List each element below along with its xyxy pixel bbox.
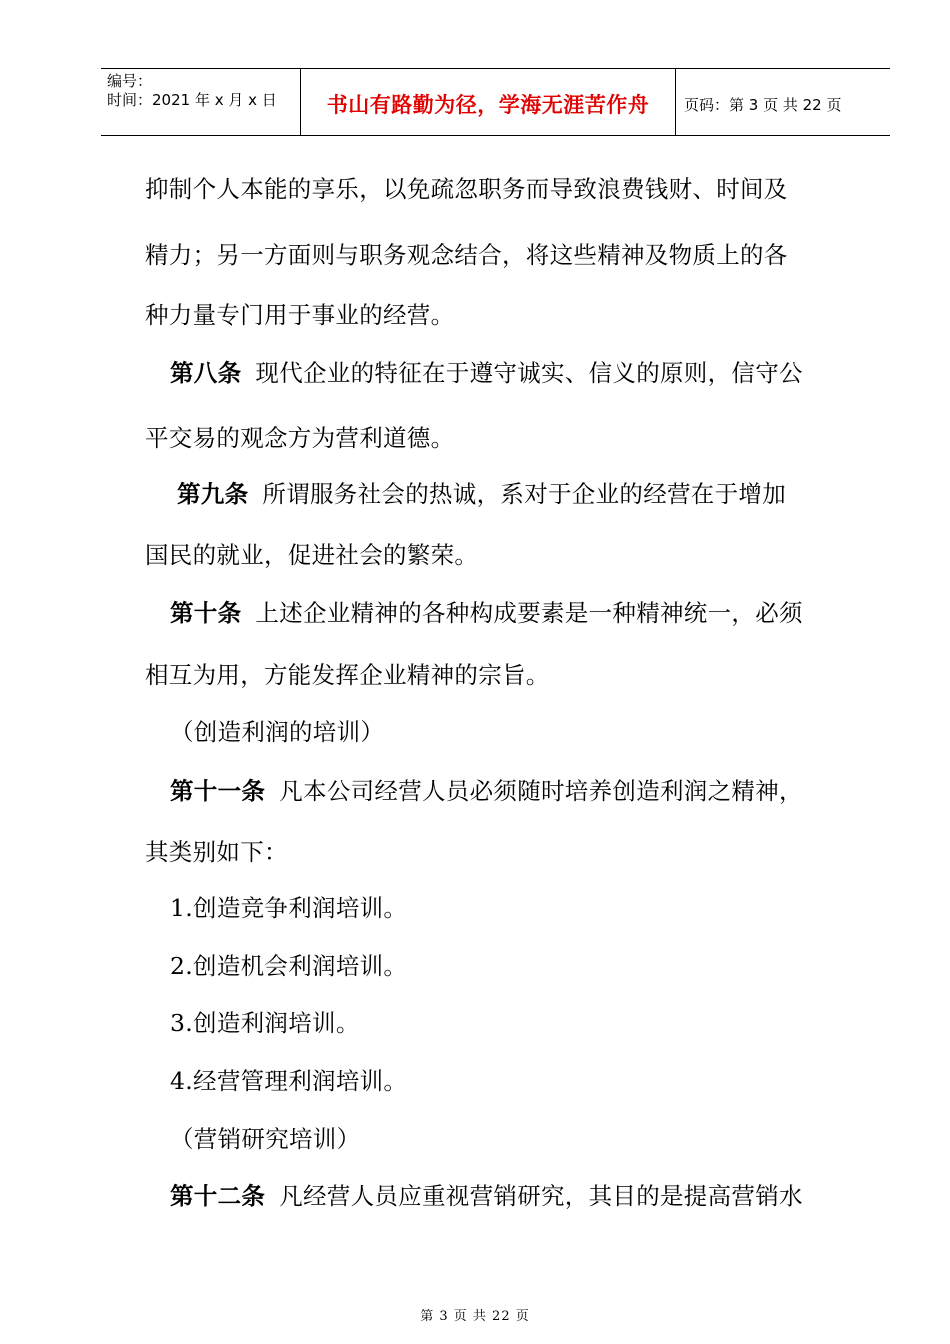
article-10-text: 上述企业精神的各种构成要素是一种精神统一，必须 [255, 599, 803, 627]
article-12-title: 第十二条 [170, 1182, 266, 1210]
article-11-line-2: 其类别如下： [145, 838, 288, 866]
list-item: 4.经营管理利润培训。 [170, 1067, 408, 1095]
article-9-text: 所谓服务社会的热诚，系对于企业的经营在于增加 [262, 480, 787, 508]
paragraph-line: 抑制个人本能的享乐，以免疏忽职务而导致浪费钱财、时间及 [145, 175, 788, 203]
list-item: 3.创造利润培训。 [170, 1009, 360, 1037]
article-8-text: 现代企业的特征在于遵守诚实、信义的原则，信守公 [255, 359, 803, 387]
page-info: 页码：第 3 页 共 22 页 [684, 95, 842, 114]
section-heading-marketing: （营销研究培训） [170, 1125, 361, 1153]
list-item: 1.创造竞争利润培训。 [170, 894, 408, 922]
article-12-text: 凡经营人员应重视营销研究，其目的是提高营销水 [279, 1182, 803, 1210]
article-9-title: 第九条 [177, 480, 249, 508]
article-10-title: 第十条 [170, 599, 242, 627]
list-item: 2.创造机会利润培训。 [170, 952, 408, 980]
article-8-line-1 [170, 354, 803, 388]
article-8-title: 第八条 [170, 359, 242, 387]
document-header [101, 68, 890, 136]
article-10-line-1 [170, 594, 803, 628]
header-page-cell [676, 69, 890, 135]
article-11-title: 第十一条 [170, 777, 266, 805]
article-11-line-1 [170, 772, 803, 806]
header-meta-cell [101, 69, 301, 135]
paragraph-line: 精力；另一方面则与职务观念结合，将这些精神及物质上的各 [145, 241, 788, 269]
article-11-text: 凡本公司经营人员必须随时培养创造利润之精神， [279, 777, 803, 805]
paragraph-line: 种力量专门用于事业的经营。 [145, 301, 455, 329]
time-label: 时间：2021 年 x 月 x 日 [107, 91, 277, 109]
article-12-line-1 [170, 1177, 803, 1211]
article-9-line-2: 国民的就业，促进社会的繁荣。 [145, 541, 479, 569]
article-8-line-2: 平交易的观念方为营利道德。 [145, 424, 455, 452]
page-footer: 第 3 页 共 22 页 [420, 1309, 530, 1324]
header-motto-cell [301, 69, 676, 135]
article-9-line-1 [177, 475, 786, 509]
article-10-line-2: 相互为用，方能发挥企业精神的宗旨。 [145, 661, 550, 689]
section-heading-profit: （创造利润的培训） [170, 718, 385, 746]
motto-text: 书山有路勤为径，学海无涯苦作舟 [326, 93, 650, 117]
number-label: 编号： [107, 72, 153, 90]
